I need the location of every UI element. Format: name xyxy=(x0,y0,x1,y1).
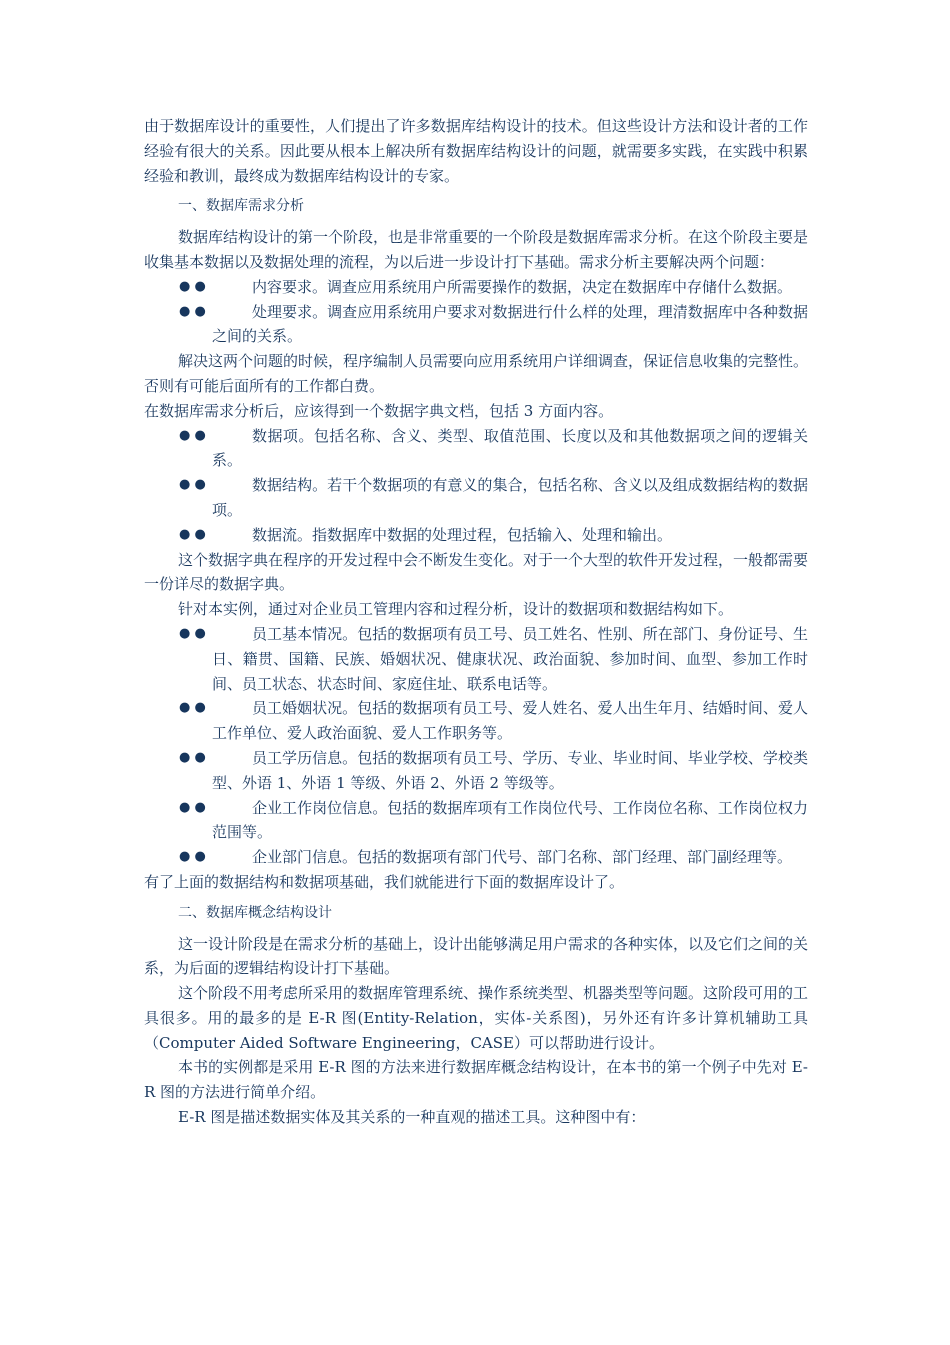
bullet-icon: ● ● xyxy=(179,278,206,294)
bullet-item xyxy=(144,275,808,300)
bullet-text: 数据项。包括名称、含义、类型、取值范围、长度以及和其他数据项之间的逻辑关系。 xyxy=(212,426,808,470)
paragraph: 解决这两个问题的时候，程序编制人员需要向应用系统用户详细调查，保证信息收集的完整性。否则有可能后面所有的工作都白费。 xyxy=(144,352,809,395)
bullet-text: 数据结构。若干个数据项的有意义的集合，包括名称、含义以及组成数据结构的数据项。 xyxy=(212,476,808,519)
bullet-item xyxy=(144,845,808,870)
bullet-icon: ● ● xyxy=(179,749,206,765)
paragraph: 数据库结构设计的第一个阶段，也是非常重要的一个阶段是数据库需求分析。在这个阶段主要是收集基本数据以及数据处理的流程，为以后进一步设计打下基础。需求分析主要解决两个问题： xyxy=(144,228,809,271)
bullet-item xyxy=(144,622,808,696)
bullet-icon: ● ● xyxy=(179,477,206,493)
paragraph: 在数据库需求分析后，应该得到一个数据字典文档，包括 3 方面内容。 xyxy=(144,401,614,420)
bullet-text: 员工婚姻状况。包括的数据项有员工号、爱人姓名、爱人出生年月、结婚时间、爱人工作单位、爱人政治面貌、爱人工作职务等。 xyxy=(212,699,808,743)
document-body xyxy=(144,114,808,1130)
bullet-text: 企业工作岗位信息。包括的数据库项有工作岗位代号、工作岗位名称、工作岗位权力范围等。 xyxy=(212,798,808,842)
paragraph: 这个数据字典在程序的开发过程中会不断发生变化。对于一个大型的软件开发过程，一般都需要一份详尽的数据字典。 xyxy=(144,550,809,594)
bullet-icon: ● ● xyxy=(179,700,206,716)
bullet-text: 企业部门信息。包括的数据项有部门代号、部门名称、部门经理、部门副经理等。 xyxy=(252,848,793,867)
paragraph: 针对本实例，通过对企业员工管理内容和过程分析，设计的数据项和数据结构如下。 xyxy=(178,600,734,619)
bullet-icon: ● ● xyxy=(179,427,206,443)
bullet-icon: ● ● xyxy=(179,303,206,319)
bullet-item xyxy=(144,300,808,350)
bullet-text: 员工基本情况。包括的数据项有员工号、员工姓名、性别、所在部门、身份证号、生日、籍贯、国籍、民族、婚姻状况、健康状况、政治面貌、参加时间、血型、参加工作时间、员工状态、状态时间、家庭住址、联系电话等。 xyxy=(212,624,808,693)
bullet-text: 员工学历信息。包括的数据项有员工号、学历、专业、毕业时间、毕业学校、学校类型、外语 1、外语 1 等级、外语 2、外语 2 等级等。 xyxy=(212,748,808,792)
bullet-text: 处理要求。调查应用系统用户要求对数据进行什么样的处理，理清数据库中各种数据之间的关系。 xyxy=(212,302,808,346)
bullet-item xyxy=(144,424,808,474)
bullet-text: 数据流。指数据库中数据的处理过程，包括输入、处理和输出。 xyxy=(252,525,673,544)
paragraph: 由于数据库设计的重要性，人们提出了许多数据库结构设计的技术。但这些设计方法和设计者的工作经验有很大的关系。因此要从根本上解决所有数据库结构设计的问题，就需要多实践，在实践中积累经验和教训，最终成为数据库结构设计的专家。 xyxy=(144,117,808,185)
paragraph: E-R 图是描述数据实体及其关系的一种直观的描述工具。这种图中有： xyxy=(178,1108,646,1127)
bullet-icon: ● ● xyxy=(179,849,206,865)
paragraph: 本书的实例都是采用 E-R 图的方法来进行数据库概念结构设计，在本书的第一个例子中先对 E-R 图的方法进行简单介绍。 xyxy=(144,1058,808,1102)
bullet-icon: ● ● xyxy=(179,526,206,542)
section-heading: 二、数据库概念结构设计 xyxy=(178,904,332,921)
paragraph: 这个阶段不用考虑所采用的数据库管理系统、操作系统类型、机器类型等问题。这阶段可用的工具很多。用的最多的是 E-R 图(Entity-Relation，实体-关系图)，另外还有许多计算机辅助工具（Computer Aided Software Engineering，CASE）可以帮助进行设计。 xyxy=(144,984,809,1052)
bullet-item xyxy=(144,523,808,548)
paragraph: 这一设计阶段是在需求分析的基础上，设计出能够满足用户需求的各种实体，以及它们之间的关系，为后面的逻辑结构设计打下基础。 xyxy=(144,934,809,978)
bullet-item xyxy=(144,696,808,746)
bullet-icon: ● ● xyxy=(179,625,206,641)
bullet-icon: ● ● xyxy=(179,799,206,815)
bullet-item xyxy=(144,473,808,523)
bullet-text: 内容要求。调查应用系统用户所需要操作的数据，决定在数据库中存储什么数据。 xyxy=(252,277,793,296)
bullet-item xyxy=(144,746,808,796)
section-heading: 一、数据库需求分析 xyxy=(178,198,304,215)
paragraph: 有了上面的数据结构和数据项基础，我们就能进行下面的数据库设计了。 xyxy=(144,872,625,891)
bullet-item xyxy=(144,796,808,846)
